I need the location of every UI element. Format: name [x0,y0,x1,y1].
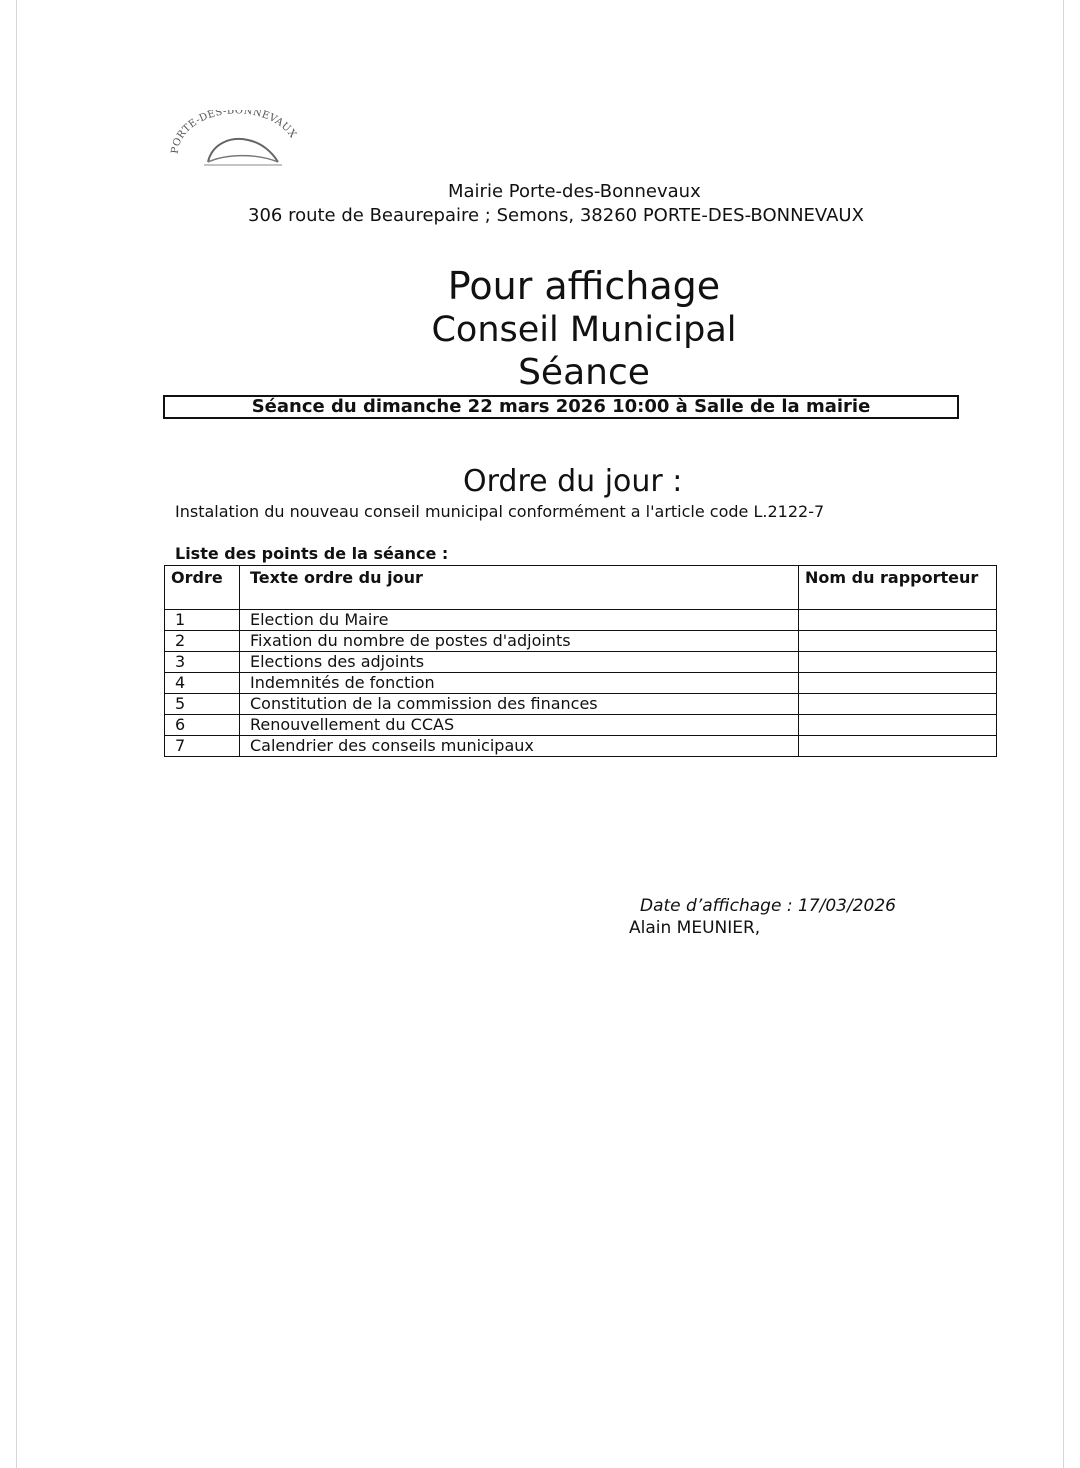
row-rapporteur [799,736,997,757]
title-pour-affichage: Pour affichage [447,264,721,308]
logo-lettering: PORTE-DES-BONNEVAUX [169,110,299,155]
row-text: Indemnités de fonction [240,673,799,694]
installation-text: Instalation du nouveau conseil municipal conformément a l'article code L.2122-7 [175,502,825,521]
row-text: Renouvellement du CCAS [240,715,799,736]
table-row [165,694,997,715]
row-number: 5 [165,694,240,715]
column-header-ordre: Ordre [165,566,240,610]
table-row [165,673,997,694]
table-row [165,610,997,631]
seance-info-box: Séance du dimanche 22 mars 2026 10:00 à Salle de la mairie [163,395,959,419]
row-rapporteur [799,652,997,673]
mairie-name: Mairie Porte-des-Bonnevaux [448,181,701,202]
row-number: 2 [165,631,240,652]
row-number: 3 [165,652,240,673]
svg-text:PORTE-DES-BONNEVAUX [170,110,299,154]
signataire-name: Alain MEUNIER, [629,918,761,938]
row-text: Calendrier des conseils municipaux [240,736,799,757]
row-rapporteur [799,715,997,736]
table-row [165,736,997,757]
column-header-texte: Texte ordre du jour [240,566,799,610]
row-rapporteur [799,631,997,652]
row-text: Constitution de la commission des finances [240,694,799,715]
row-text: Elections des adjoints [240,652,799,673]
ordre-du-jour-heading: Ordre du jour : [463,464,683,499]
date-affichage: Date d’affichage : 17/03/2026 [640,896,896,916]
table-row [165,652,997,673]
logo-emblem-icon [168,110,308,172]
title-conseil-municipal: Conseil Municipal [431,310,737,350]
row-text: Fixation du nombre de postes d'adjoints [240,631,799,652]
column-header-rapporteur: Nom du rapporteur [799,566,997,610]
row-number: 6 [165,715,240,736]
municipality-logo [168,110,308,172]
mairie-address: 306 route de Beaurepaire ; Semons, 38260 PORTE-DES-BONNEVAUX [248,205,864,226]
row-rapporteur [799,610,997,631]
page-edge-right [1063,0,1064,1468]
row-rapporteur [799,694,997,715]
row-number: 7 [165,736,240,757]
agenda-table [164,565,997,757]
table-row [165,715,997,736]
row-text: Election du Maire [240,610,799,631]
row-number: 4 [165,673,240,694]
table-header-row [165,566,997,610]
row-rapporteur [799,673,997,694]
row-number: 1 [165,610,240,631]
page-edge-left [16,0,17,1468]
table-row [165,631,997,652]
title-seance: Séance [518,352,650,393]
liste-points-label: Liste des points de la séance : [175,544,449,563]
